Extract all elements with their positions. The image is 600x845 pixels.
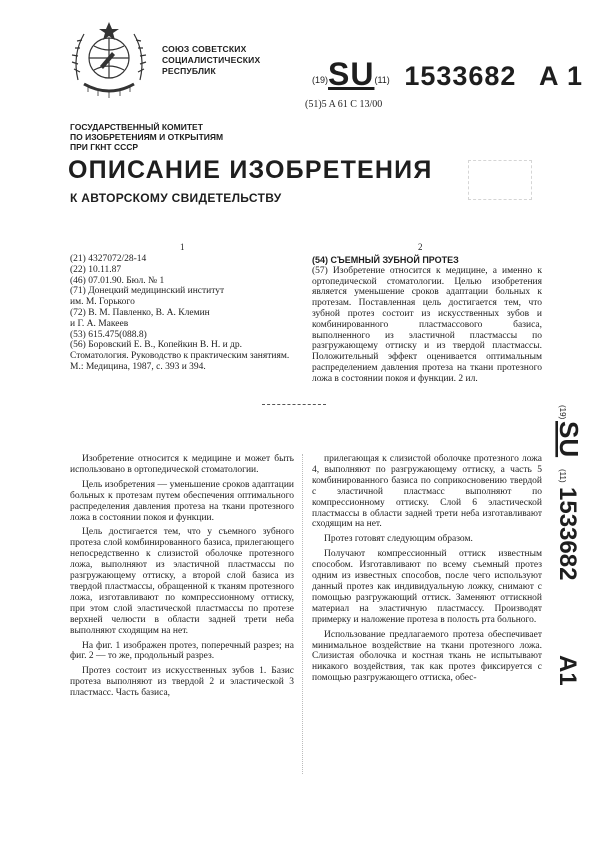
paragraph: Получают компрессионный оттиск известным способом. Изготавливают по всему съемный протез одним из известных способов, после чего используют данный протез как индивидуальную ложку, снимают с помощью разгружающий оттиск. Заменяют оттискной материал на эластичную пластмассу. Производят примерку и наложение протеза в полость рта больного.: [312, 549, 542, 625]
biblio-line: (56) Боровский Е. В., Копейкин В. Н. и др. Стоматология. Руководство к практическим занятиям. М.: Медицина, 1987, с. 393 и 394.: [70, 340, 290, 372]
committee-line: ГОСУДАРСТВЕННЫЙ КОМИТЕТ: [70, 122, 203, 132]
document-number: 1533682: [404, 61, 517, 91]
biblio-line: (72) В. М. Павленко, В. А. Клемин: [70, 307, 210, 318]
biblio-line: и Г. А. Макеев: [70, 318, 129, 329]
ussr-line: СОЦИАЛИСТИЧЕСКИХ: [162, 55, 261, 65]
code-19: (19): [312, 75, 329, 85]
column-number-right: 2: [418, 242, 423, 252]
ussr-line: РЕСПУБЛИК: [162, 66, 216, 76]
invention-title: (54) СЪЕМНЫЙ ЗУБНОЙ ПРОТЕЗ: [312, 255, 459, 265]
page-title: ОПИСАНИЕ ИЗОБРЕТЕНИЯ: [68, 156, 433, 184]
abstract: [312, 255, 542, 385]
code-11: (11): [374, 75, 390, 85]
paragraph: На фиг. 1 изображен протез, поперечный разрез; на фиг. 2 — то же, продольный разрез.: [70, 640, 294, 662]
kind-code: A 1: [538, 61, 583, 91]
paragraph: Использование предлагаемого протеза обеспечивает минимальное воздействие на ткани протезного ложа. Слизистая оболочка и костная ткань не испытывают никакого воздействия, так как протез фиксируется с помощью разгружающего оттиска, обес-: [312, 629, 542, 684]
ussr-name: [162, 44, 260, 77]
paragraph: Цель достигается тем, что у съемного зубного протеза слой комбинированного базиса, прилегающего непосредственно к слизистой оболочке протезного ложа, выполняют из эластичной пластмассы по разгружающему оттиску, а второй слой базиса из твердой пластмассы, обращенной к тканям протезного ложа, изготавливают по компрессионному оттиску, при этом слой эластической пластмассы по протезе верхней челюсти в области задней трети неба выполняют сходящим на нет.: [70, 527, 294, 636]
paragraph: Протез готовят следующим образом.: [324, 534, 473, 545]
committee-line: ПО ИЗОБРЕТЕНИЯМ И ОТКРЫТИЯМ: [70, 132, 224, 142]
side-country: SU: [554, 421, 584, 458]
biblio-line: (71) Донецкий медицинский институт: [70, 286, 225, 297]
column-number-left: 1: [180, 242, 185, 252]
committee-line: ПРИ ГКНТ СССР: [70, 142, 139, 152]
paragraph: прилегающая к слизистой оболочке протезного ложа 4, выполняют по разгружающему оттиску, а часть 5 комбинированного базиса по соприкосновению твердой с эластичной пластмасс выполняют по компрессионному оттиску. Слой 6 эластической пластмассы в области задней трети неба изготавливают сходящим на нет.: [312, 454, 542, 530]
country-code: SU: [328, 56, 375, 92]
paragraph: Протез состоит из искусственных зубов 1. Базис протеза выполняют из твердой 2 и эластической 3 пластмасс. Часть базиса,: [70, 666, 294, 699]
abstract-text: (57) Изобретение относится к медицине, а именно к ортопедической стоматологии. Целью изобретения является уменьшение сроков адаптации больных к протезам. Поставленная цель достигается тем, что зубной протез состоит из искусственных зубов и комбинированного пластмассового базиса, выполненного из эластичной пластмассы по разгружающему оттиску и из твердой пластмассы. Положительный эффект оценивается оптимальным распределением давления протеза на ткани протезного ложа в состоянии покоя и функции. 2 ил.: [312, 265, 542, 384]
ussr-emblem-icon: [70, 20, 148, 102]
biblio-line: им. М. Горького: [70, 297, 135, 308]
side-patent-number: [548, 405, 588, 715]
ussr-line: СОЮЗ СОВЕТСКИХ: [162, 44, 247, 54]
bibliographic-data: [70, 254, 292, 373]
paragraph: Изобретение относится к медицине и может быть использовано в ортопедической стоматологии.: [70, 454, 294, 475]
biblio-line: (22) 10.11.87: [70, 264, 122, 275]
biblio-line: (21) 4327072/28-14: [70, 254, 147, 264]
side-code-19: (19): [558, 405, 567, 420]
committee-name: [70, 122, 223, 152]
description-left-column: [70, 454, 294, 703]
column-divider: [302, 454, 303, 774]
paragraph: Цель изобретения — уменьшение сроков адаптации больных к протезам путем обеспечения оптимального распределения давления протеза на ткани протезного ложа в состоянии покоя и функции.: [70, 479, 294, 523]
divider: [262, 404, 326, 406]
faded-stamp: [468, 160, 532, 200]
biblio-line: (53) 615.475(088.8): [70, 329, 147, 340]
biblio-line: (46) 07.01.90. Бюл. № 1: [70, 275, 165, 286]
page-subtitle: К АВТОРСКОМУ СВИДЕТЕЛЬСТВУ: [70, 191, 282, 205]
ipc-class: (51)5 A 61 C 13/00: [305, 99, 383, 110]
description-right-column: [312, 454, 542, 688]
side-code-11: (11): [558, 469, 567, 483]
side-kind: A1: [554, 655, 581, 686]
side-number: 1533682: [554, 487, 581, 581]
patent-number: [312, 56, 583, 93]
